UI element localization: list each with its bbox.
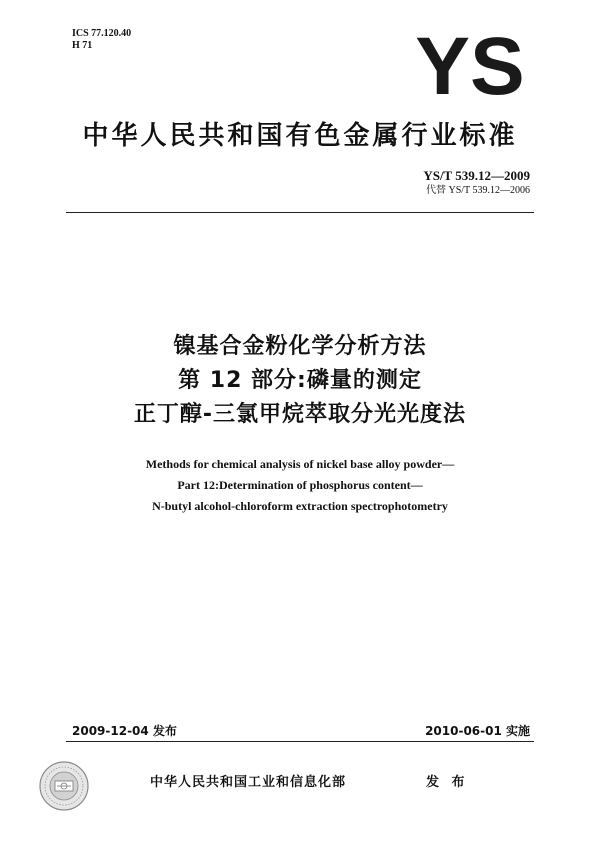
standard-number-block [423,168,530,197]
org-title: 中华人民共和国有色金属行业标准 [82,121,518,151]
standard-number: YS/T 539.12—2009 [423,168,530,183]
ics-block [72,28,131,52]
ys-logo [410,30,530,100]
english-title-line-1: Methods for chemical analysis of nickel base alloy powder— [145,457,455,471]
chinese-title [40,330,560,432]
footer-divider [66,741,534,742]
issue-date: 2009-12-04 发布 [72,724,177,738]
chinese-title-line-2: 第 12 部分:磷量的测定 [178,368,422,393]
replaces-standard: 代替 YS/T 539.12—2006 [426,185,530,196]
english-title [40,454,560,517]
ys-logo-text: YS [415,30,525,100]
header-divider [66,212,534,213]
english-title-line-3: N-butyl alcohol-chloroform extraction spectrophotometry [152,499,448,513]
anti-counterfeit-seal-icon [38,760,90,812]
chinese-title-line-1: 镍基合金粉化学分析方法 [173,334,427,359]
issuing-authority: 中华人民共和国工业和信息化部 [150,775,347,790]
ics-code: ICS 77.120.40 [72,28,132,39]
english-title-line-2: Part 12:Determination of phosphorus content— [177,478,423,492]
chinese-title-line-3: 正丁醇-三氯甲烷萃取分光光度法 [133,402,467,427]
publish-label: 发 布 [426,775,469,790]
implementation-date: 2010-06-01 实施 [425,724,530,738]
class-code: H 71 [72,40,93,51]
